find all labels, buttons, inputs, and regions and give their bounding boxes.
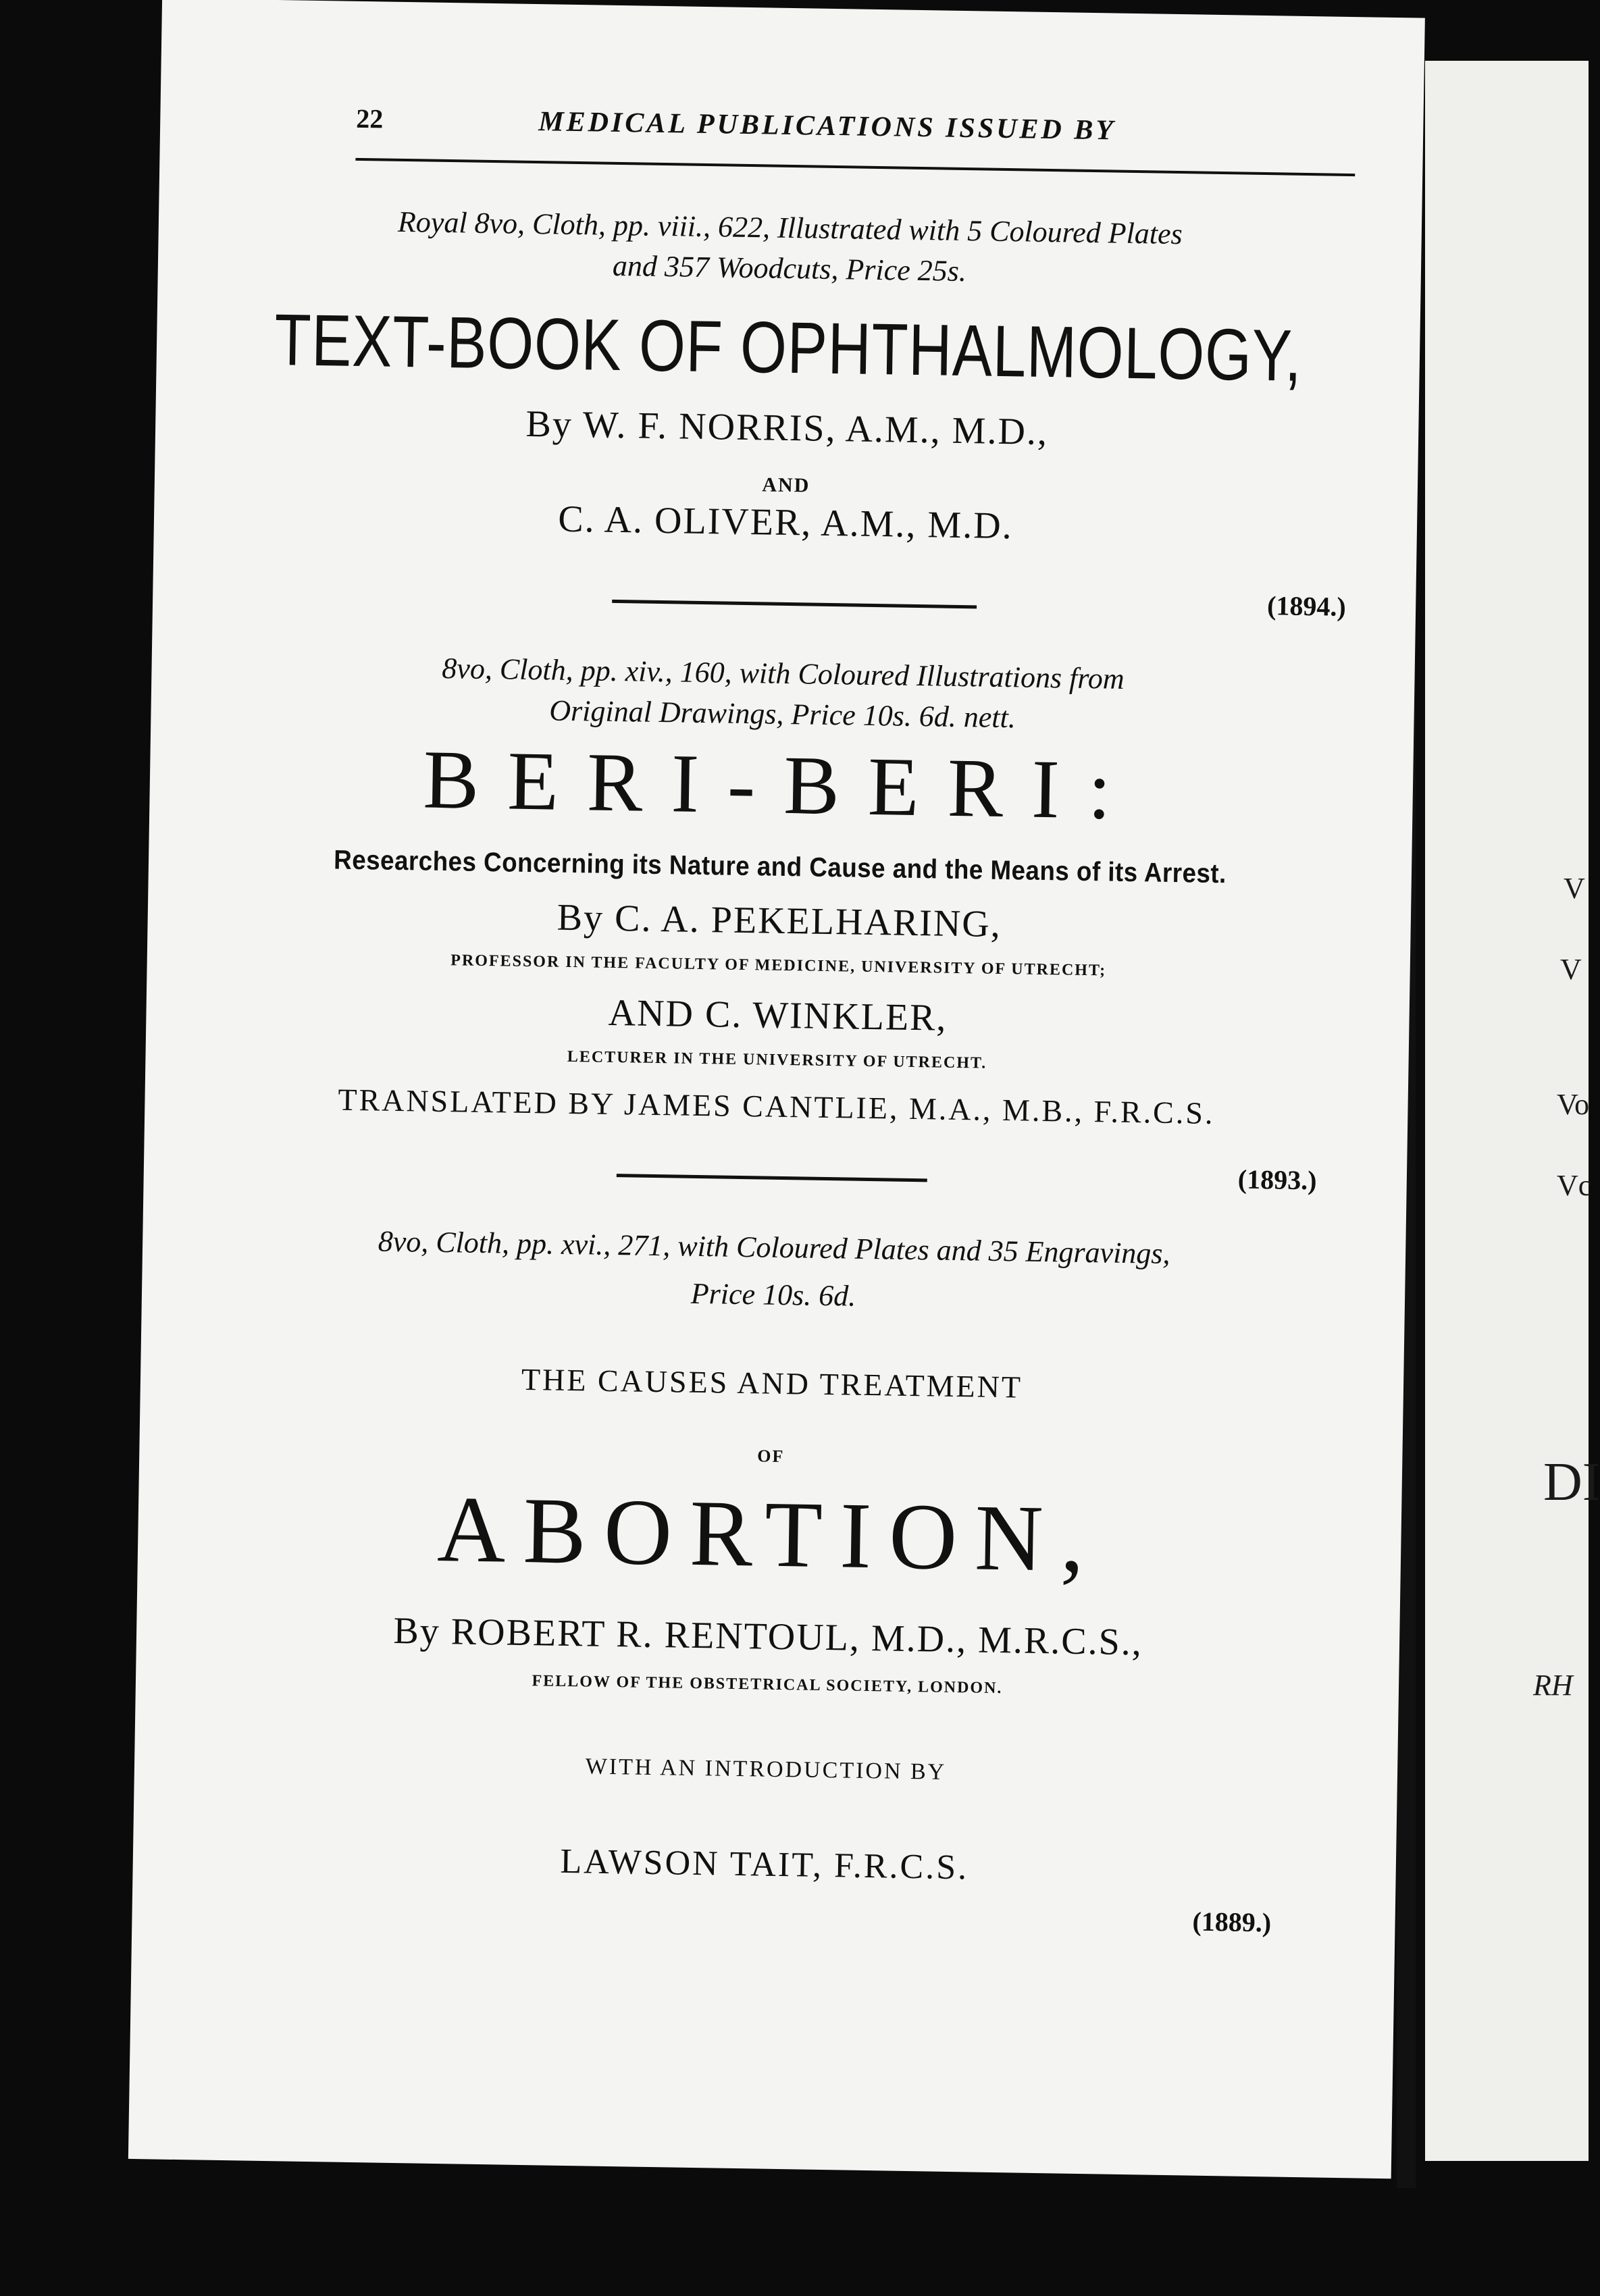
entry-2-affiliation-2: LECTURER IN THE UNIVERSITY OF UTRECHT.	[567, 1047, 987, 1072]
book-page	[128, 0, 1425, 2178]
entry-2-info-line-1: 8vo, Cloth, pp. xiv., 160, with Coloured Illustrations from	[442, 651, 1125, 696]
entry-2-subtitle: Researches Concerning its Nature and Cause and the Means of its Arrest.	[333, 845, 1227, 889]
entry-1-author-1: By W. F. NORRIS, A.M., M.D.,	[525, 402, 1049, 453]
entry-3-of: OF	[757, 1446, 785, 1467]
entry-3-author-1: By ROBERT R. RENTOUL, M.D., M.R.C.S.,	[392, 1609, 1143, 1664]
entry-2-title: BERI-BERI:	[422, 733, 1141, 837]
entry-3-affiliation-1: FELLOW OF THE OBSTETRICAL SOCIETY, LONDON.	[532, 1672, 1003, 1698]
entry-1-title: TEXT-BOOK OF OPHTHALMOLOGY,	[274, 298, 1303, 396]
entry-3-year: (1889.)	[1192, 1906, 1272, 1938]
entry-3-pre-title: THE CAUSES AND TREATMENT	[521, 1361, 1023, 1405]
facing-page-fragment: Vc	[1557, 1169, 1592, 1202]
header-rule	[355, 158, 1355, 176]
entry-1-author-2: C. A. OLIVER, A.M., M.D.	[557, 498, 1014, 548]
facing-page-edge	[1425, 61, 1600, 2161]
facing-page-fragment: Vo	[1557, 1088, 1590, 1121]
entry-2-translator: TRANSLATED BY JAMES CANTLIE, M.A., M.B., F.R.C.S.	[338, 1082, 1215, 1130]
entry-1-info-line-1: Royal 8vo, Cloth, pp. viii., 622, Illustrated with 5 Coloured Plates	[397, 205, 1183, 251]
entry-1-year: (1894.)	[1266, 590, 1347, 622]
entry-3-intro-author: LAWSON TAIT, F.R.C.S.	[560, 1842, 969, 1887]
entry-2-author-1: By C. A. PEKELHARING,	[557, 896, 1002, 945]
running-header: MEDICAL PUBLICATIONS ISSUED BY	[538, 106, 1116, 147]
entry-3-info-line-2: Price 10s. 6d.	[690, 1276, 856, 1313]
page-number: 22	[356, 103, 384, 134]
entry-3-info-line-1: 8vo, Cloth, pp. xvi., 271, with Coloured Plates and 35 Engravings,	[378, 1224, 1170, 1270]
entry-2-divider	[617, 1174, 927, 1182]
entry-3-intro: WITH AN INTRODUCTION BY	[585, 1754, 947, 1785]
facing-page-fragment: V	[1564, 872, 1585, 905]
entry-1-conjunction: AND	[762, 473, 810, 497]
entry-2-affiliation-1: PROFESSOR IN THE FACULTY OF MEDICINE, UNIVERSITY OF UTRECHT;	[450, 951, 1107, 980]
entry-3-title: ABORTION,	[436, 1477, 1103, 1592]
entry-1-info-line-2: and 357 Woodcuts, Price 25s.	[612, 249, 967, 288]
facing-page-fragment: V	[1560, 953, 1582, 986]
entry-2-info-line-2: Original Drawings, Price 10s. 6d. nett.	[548, 694, 1016, 735]
facing-page-fragment: RH	[1533, 1669, 1573, 1702]
facing-page-fragment: DI	[1543, 1453, 1600, 1512]
entry-2-year: (1893.)	[1237, 1164, 1317, 1196]
entry-2-author-2: AND C. WINKLER,	[608, 991, 948, 1039]
entry-1-divider	[612, 600, 977, 608]
